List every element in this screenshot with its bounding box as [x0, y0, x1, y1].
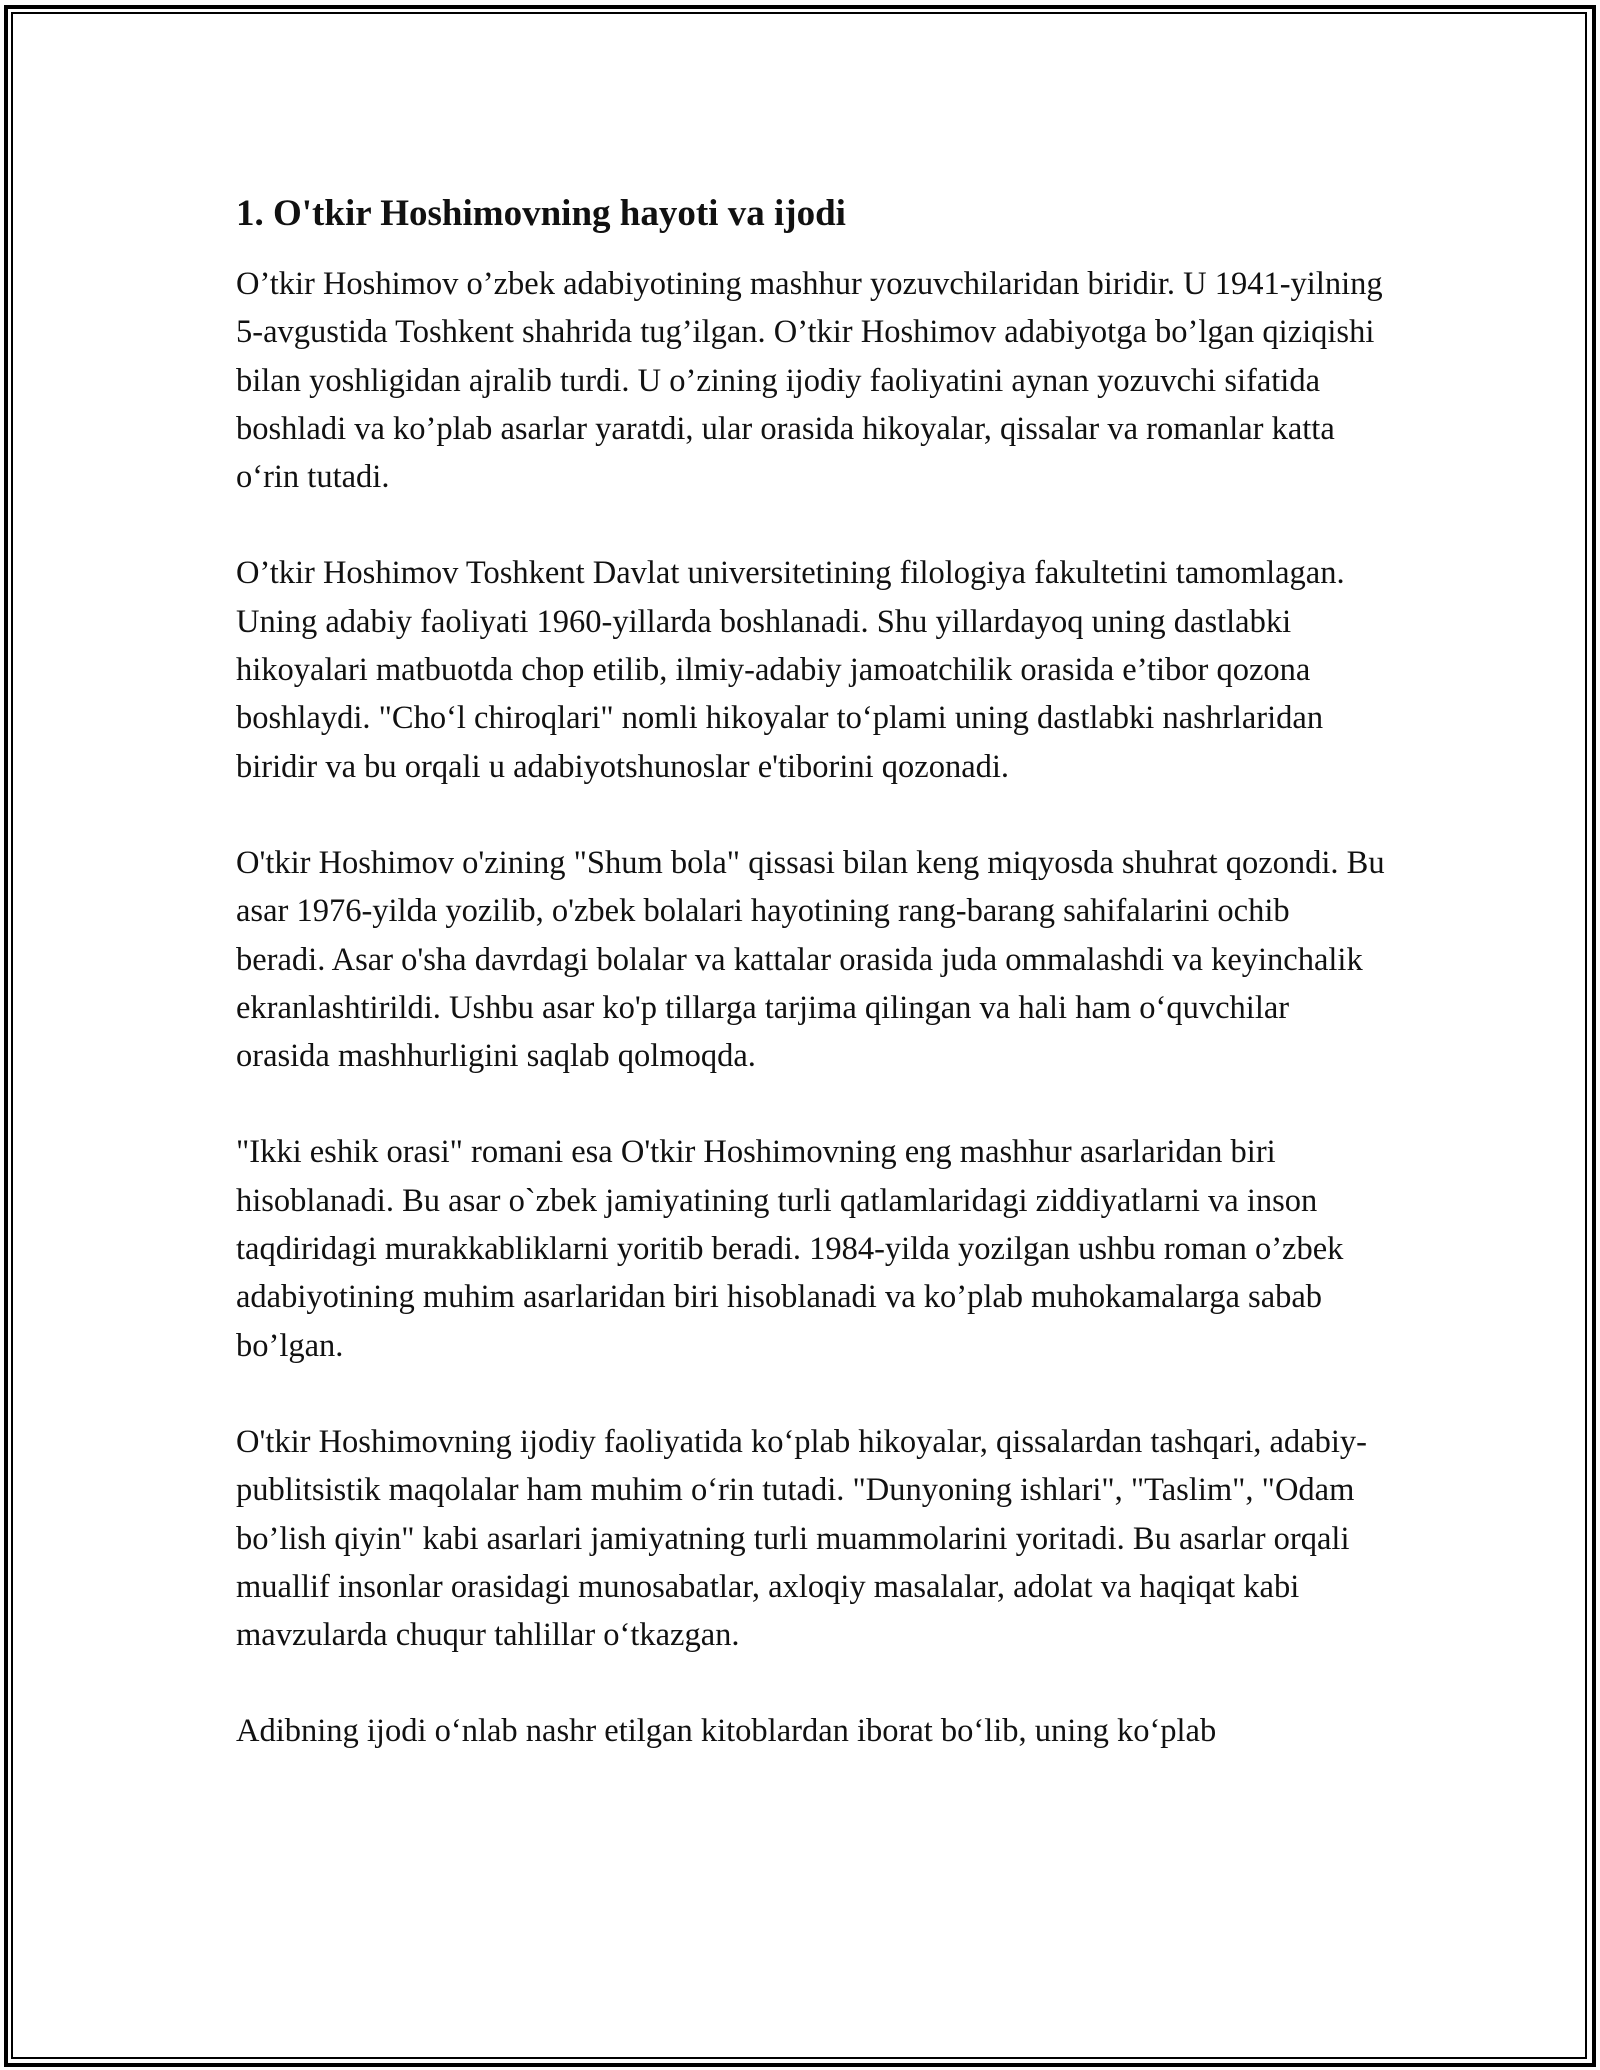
paragraph-ikki-eshik-orasi: "Ikki eshik orasi" romani esa O'tkir Hoshimovning eng mashhur asarlaridan biri hisoblanadi. Bu asar o`zbek jamiyatining turli qatlamlaridagi ziddiyatlarni va inson taqdiridagi murakkabliklarni yoritib beradi. 1984-yilda yozilgan ushbu roman o’zbek adabiyotining muhim asarlaridan biri hisoblanadi va ko’plab muhokamalarga sabab bo’lgan.: [236, 1134, 1344, 1364]
paragraph-biography: O’tkir Hoshimov o’zbek adabiyotining mashhur yozuvchilaridan biridir. U 1941-yilning 5-avgustida Toshkent shahrida tug’ilgan. O’tkir Hoshimov adabiyotga bo’lgan qiziqishi bilan yoshligidan ajralib turdi. U o’zining ijodiy faoliyatini aynan yozuvchi sifatida boshladi va ko’plab asarlar yaratdi, ular orasida hikoyalar, qissalar va romanlar katta o‘rin tutadi.: [236, 266, 1383, 496]
section-heading: 1. O'tkir Hoshimovning hayoti va ijodi: [236, 193, 846, 234]
paragraph-publications: Adibning ijodi o‘nlab nashr etilgan kitoblardan iborat bo‘lib, uning ko‘plab: [236, 1713, 1217, 1750]
paragraph-education: O’tkir Hoshimov Toshkent Davlat universitetining filologiya fakultetini tamomlagan. Uning adabiy faoliyati 1960-yillarda boshlanadi. Shu yillardayoq uning dastlabki hikoyalari matbuotda chop etilib, ilmiy-adabiy jamoatchilik orasida e’tibor qozona boshlaydi. "Cho‘l chiroqlari" nomli hikoyalar to‘plami uning dastlabki nashrlaridan biridir va bu orqali u adabiyotshunoslar e'tiborini qozonadi.: [236, 555, 1345, 785]
paragraph-other-works: O'tkir Hoshimovning ijodiy faoliyatida ko‘plab hikoyalar, qissalardan tashqari, adabiy-publitsistik maqolalar ham muhim o‘rin tutadi. "Dunyoning ishlari", "Taslim", "Odam bo’lish qiyin" kabi asarlari jamiyatning turli muammolarini yoritadi. Bu asarlar orqali muallif insonlar orasidagi munosabatlar, axloqiy masalalar, adolat va haqiqat kabi mavzularda chuqur tahlillar o‘tkazgan.: [236, 1423, 1367, 1654]
document-body: [236, 190, 1386, 1804]
paragraph-shum-bola: O'tkir Hoshimov o'zining "Shum bola" qissasi bilan keng miqyosda shuhrat qozondi. Bu asar 1976-yilda yozilib, o'zbek bolalari hayotining rang-barang sahifalarini ochib beradi. Asar o'sha davrdagi bolalar va kattalar orasida juda ommalashdi va keyinchalik ekranlashtirildi. Ushbu asar ko'p tillarga tarjima qilingan va hali ham o‘quvchilar orasida mashhurligini saqlab qolmoqda.: [236, 844, 1385, 1075]
